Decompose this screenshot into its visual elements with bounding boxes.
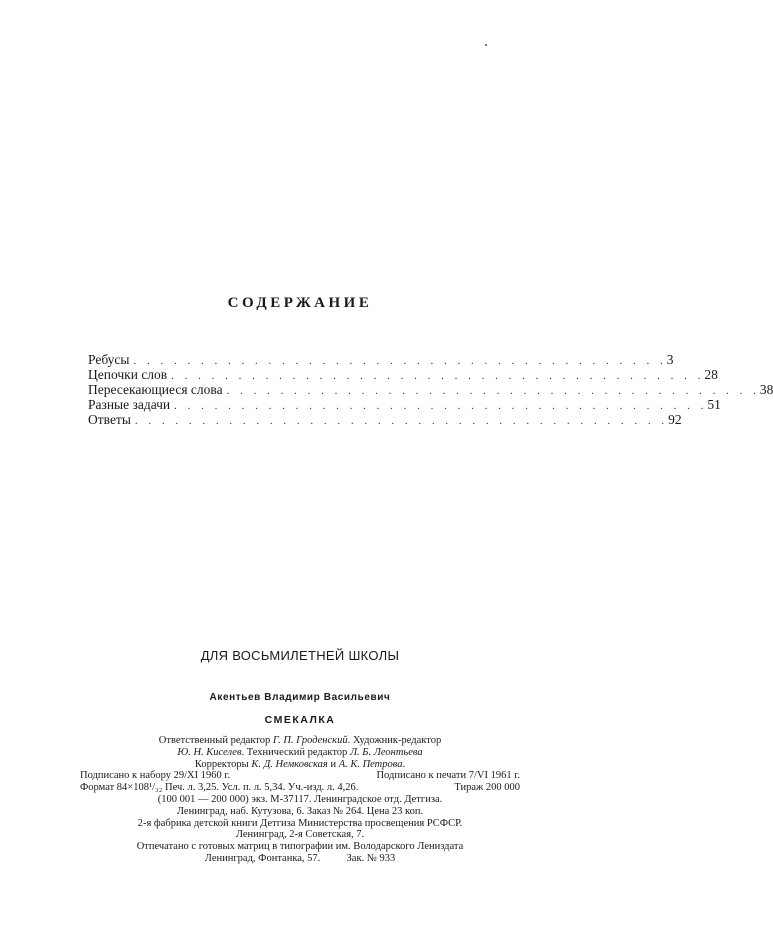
toc-item-label: Ребусы	[88, 352, 134, 367]
dot-leader: . . . . . . . . . . . . . . . . . . . . . . . . . . . . . . . . . . . . . . . .	[134, 415, 669, 427]
dot-leader: . . . . . . . . . . . . . . . . . . . . . . . . . . . . . . . . . . . . . . . .	[133, 355, 667, 367]
imprint-line: Отпечатано с готовых матриц в типографии им. Володарского Лениздата	[136, 841, 464, 853]
toc-item-label: Ответы	[88, 412, 135, 427]
imprint-text: Ответственный редактор	[158, 735, 273, 746]
proofreader-name: К. Д. Немковская	[251, 758, 328, 770]
toc-heading: СОДЕРЖАНИЕ	[227, 295, 373, 311]
toc-row[interactable]	[88, 352, 674, 367]
toc-row[interactable]	[88, 382, 773, 397]
imprint-line: (100 001 — 200 000) экз. М-37117. Ленинградское отд. Детгиза.	[157, 793, 443, 805]
imprint-text: Формат 84×108¹/₃₂ Печ. л. 3,25. Усл. п. л. 5,34. Уч.-изд. л. 4,26.	[80, 782, 359, 794]
proofreader-name: А. К. Петрова	[338, 758, 403, 770]
imprint-text: Зак. № 933	[346, 852, 396, 864]
imprint-text: Подписано к набору 29/XI 1960 г.	[80, 770, 231, 782]
tech-editor-name: Л. Б. Леонтьева	[349, 746, 423, 758]
toc-item-page: 3	[666, 352, 674, 367]
toc-item-page: 92	[668, 412, 682, 427]
book-title: СМЕКАЛКА	[264, 714, 336, 726]
toc-row[interactable]	[88, 367, 718, 382]
imprint-text: .	[402, 758, 406, 770]
series-title: ДЛЯ ВОСЬМИЛЕТНЕЙ ШКОЛЫ	[200, 648, 400, 663]
imprint-line	[80, 853, 520, 865]
toc-item-page: 28	[704, 367, 718, 382]
imprint-line	[80, 735, 520, 747]
imprint-line	[80, 770, 520, 782]
dot-leader: . . . . . . . . . . . . . . . . . . . . . . . . . . . . . . . . . . . . . . . .	[171, 370, 705, 382]
author-name: Акентьев Владимир Васильевич	[209, 692, 391, 703]
toc-row[interactable]	[88, 412, 682, 427]
imprint-line: 2-я фабрика детской книги Детгиза Министерства просвещения РСФСР.	[137, 817, 463, 829]
imprint-block	[80, 735, 520, 865]
imprint-text: Ленинград, Фонтанка, 57.	[204, 852, 321, 864]
toc-item-page: 38	[759, 382, 773, 397]
dot-leader: . . . . . . . . . . . . . . . . . . . . . . . . . . . . . . . . . . . . . . . .	[174, 400, 708, 412]
imprint-text: . Художник-редактор	[347, 735, 442, 746]
imprint-line	[80, 782, 520, 794]
paper-speck	[485, 44, 487, 46]
imprint-line: Ленинград, 2-я Советская, 7.	[235, 829, 365, 841]
toc-item-label: Цепочки слов	[88, 367, 171, 382]
table-of-contents	[88, 352, 773, 427]
dot-leader: . . . . . . . . . . . . . . . . . . . . . . . . . . . . . . . . . . . . . . . .	[226, 385, 760, 397]
imprint-text: Корректоры	[194, 758, 252, 770]
imprint-text: и	[327, 758, 339, 770]
imprint-text: Подписано к печати 7/VI 1961 г.	[376, 770, 520, 782]
editor-name: Г. П. Гроденский	[272, 735, 348, 746]
toc-item-label: Разные задачи	[88, 397, 174, 412]
imprint-line: Ленинград, наб. Кутузова, 6. Заказ № 264. Цена 23 коп.	[176, 805, 424, 817]
toc-item-label: Пересекающиеся слова	[88, 382, 227, 397]
imprint-line	[80, 759, 520, 771]
imprint-line	[80, 747, 520, 759]
toc-row[interactable]	[88, 397, 721, 412]
artist-editor-name: Ю. Н. Киселев	[177, 746, 242, 758]
imprint-text: Тираж 200 000	[454, 782, 520, 794]
imprint-text: . Технический редактор	[241, 746, 350, 758]
toc-item-page: 51	[707, 397, 721, 412]
